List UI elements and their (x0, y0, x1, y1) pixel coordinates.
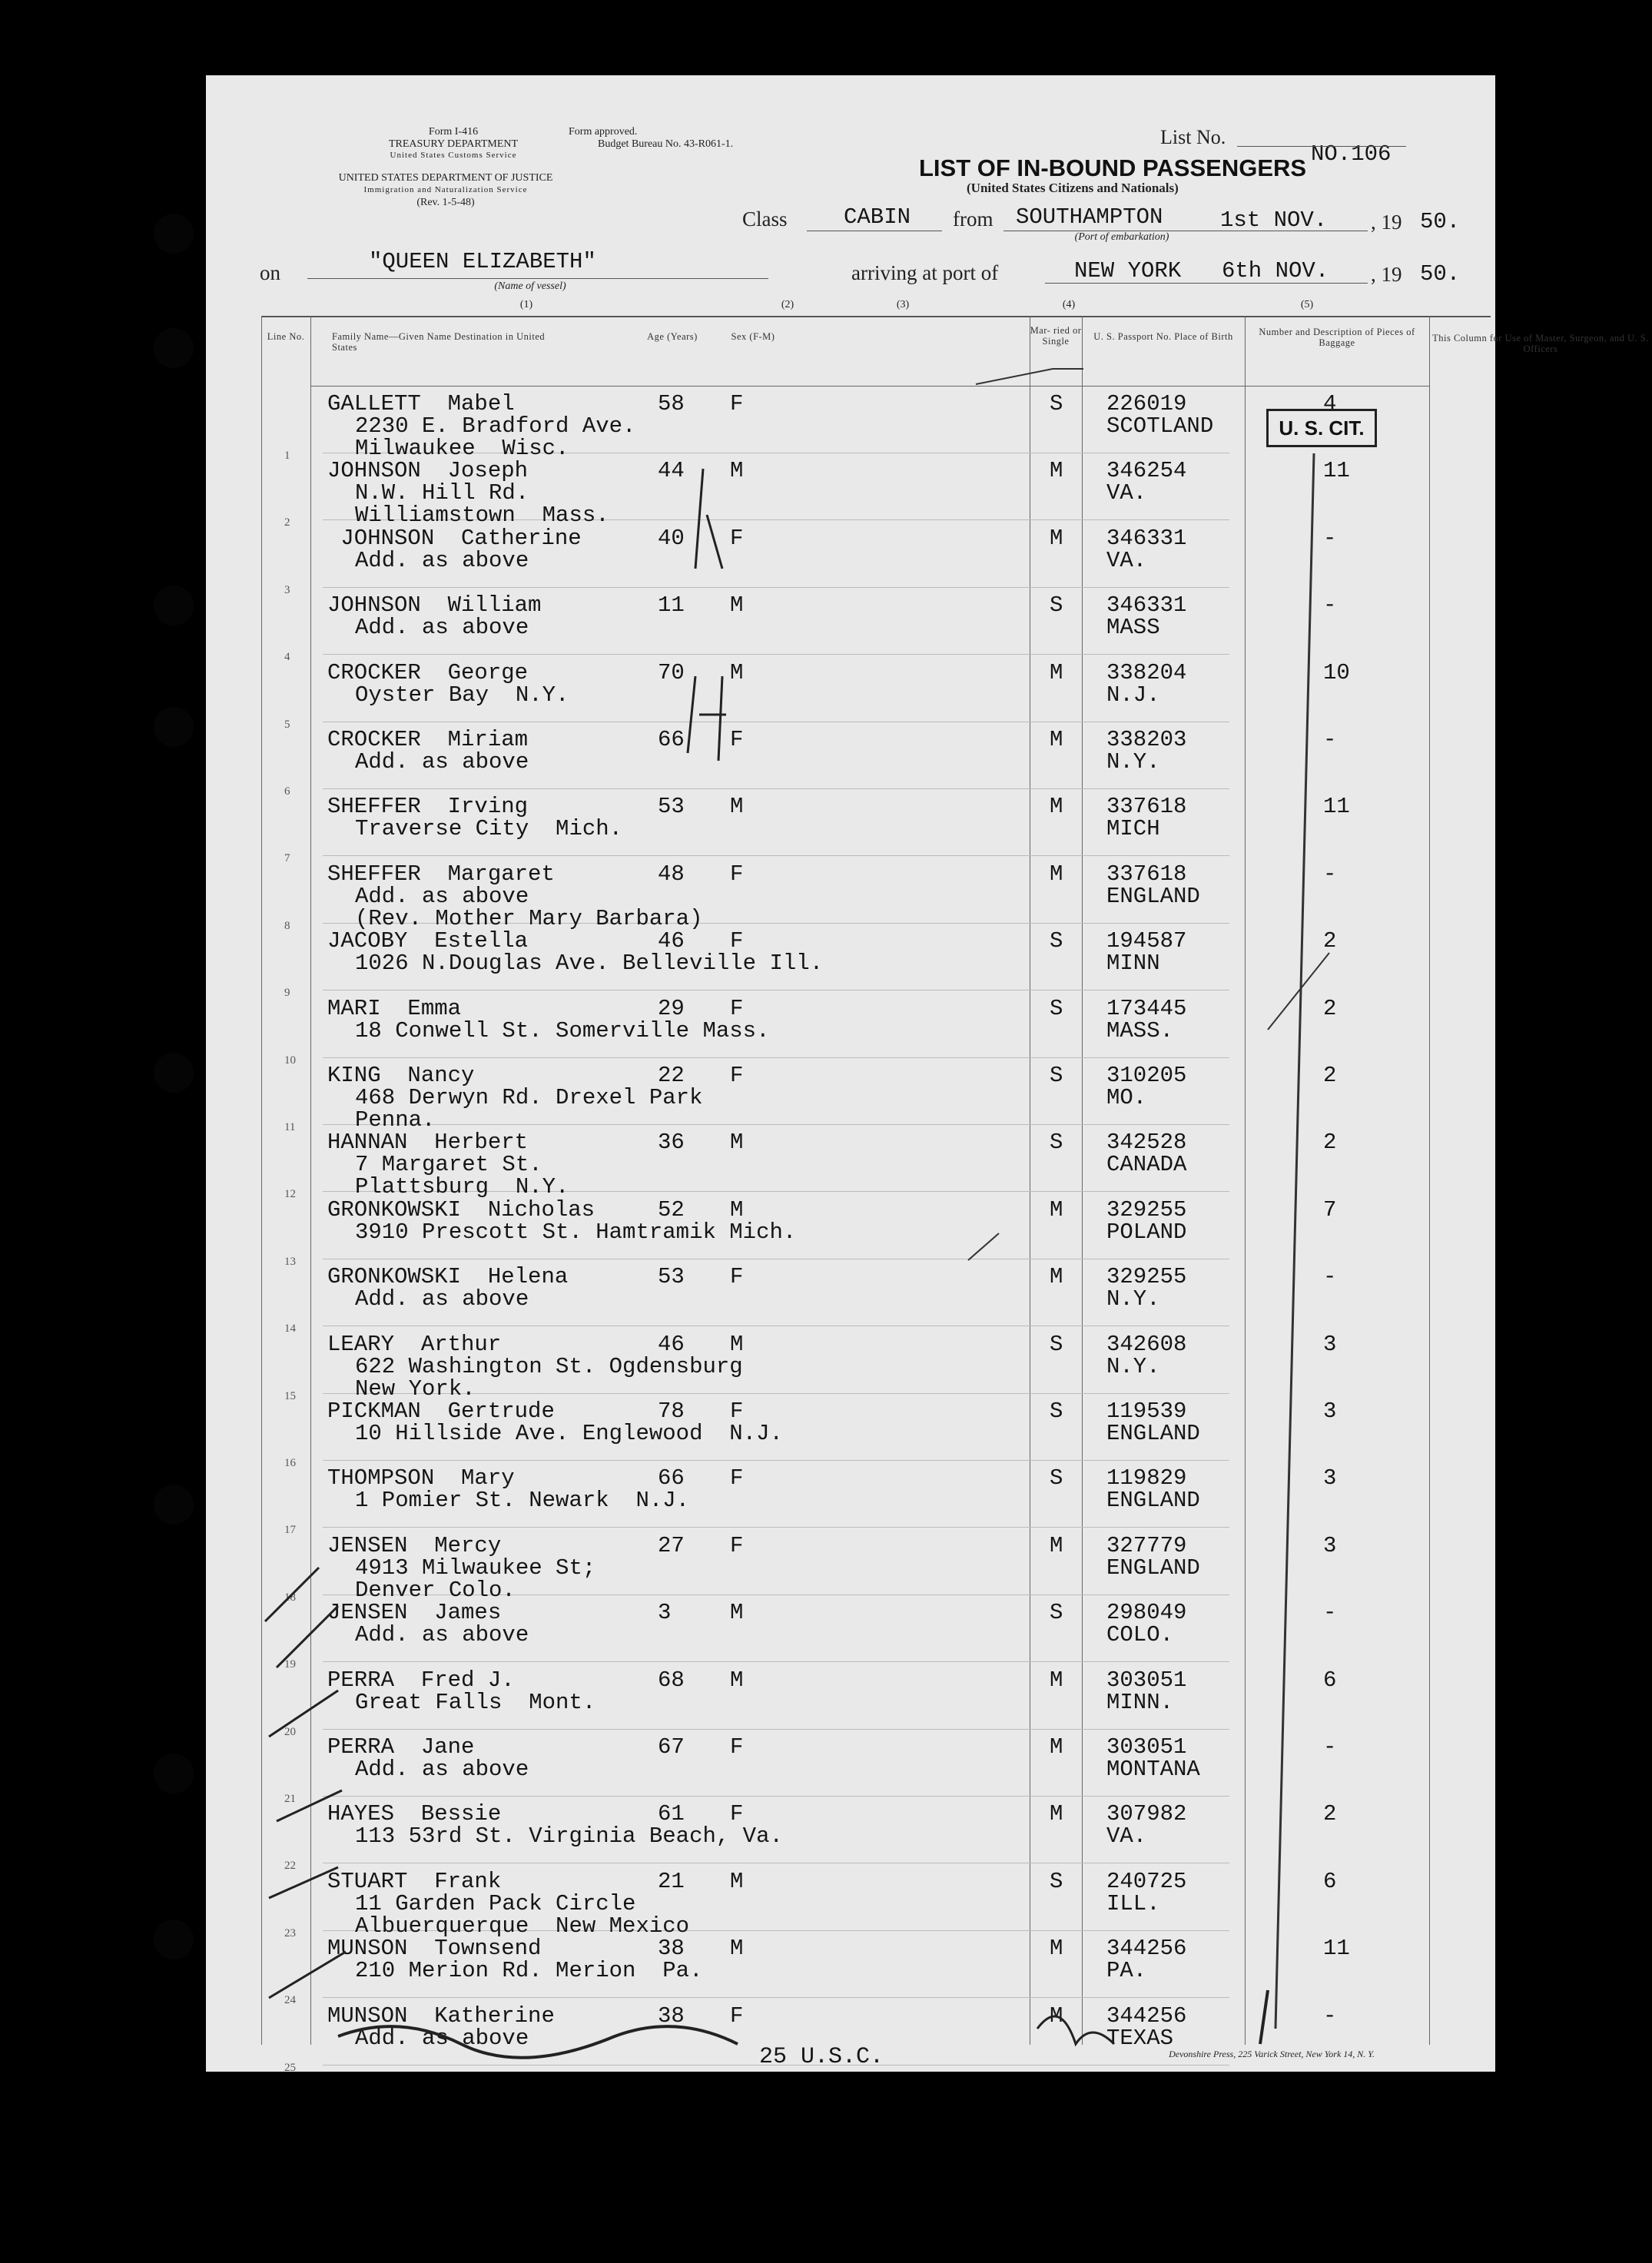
line-number: 25 (284, 2061, 296, 2074)
line-number: 17 (284, 1524, 296, 1537)
ins-service: Immigration and Naturalization Service (363, 185, 528, 194)
passport-number: 327779 (1106, 1532, 1187, 1558)
passenger-name: PERRA Jane (327, 1734, 475, 1760)
marital-status-cell: M (1050, 2003, 1063, 2029)
header-baggage: Number and Description of Pieces of Baggage (1259, 327, 1415, 348)
line-number: 13 (284, 1255, 296, 1268)
marital-status-cell: S (1050, 592, 1063, 619)
destination-line-2: Williamstown Mass. (355, 503, 609, 529)
age-cell: 68 (658, 1667, 685, 1693)
embarkation-port: SOUTHAMPTON (1016, 204, 1163, 230)
passenger-name: STUART Frank (327, 1868, 502, 1894)
passenger-name: CROCKER George (327, 659, 529, 685)
passenger-name: JENSEN James (327, 1600, 502, 1626)
place-of-birth: VA. (1106, 1823, 1147, 1850)
sex-cell: F (730, 928, 744, 954)
arriving-label: arriving at port of (851, 261, 999, 284)
destination-line-1: Add. as above (355, 2025, 529, 2051)
sex-cell: F (730, 1465, 744, 1492)
age-cell: 53 (658, 1264, 685, 1290)
destination-line-2: Penna. (355, 1107, 436, 1133)
passenger-name: MUNSON Katherine (327, 2003, 555, 2029)
justice-dept: UNITED STATES DEPARTMENT OF JUSTICE (338, 172, 553, 184)
header-married-single: Mar- ried or Single (1030, 325, 1082, 347)
header-sex: Sex (F-M) (731, 331, 775, 342)
age-cell: 70 (658, 659, 685, 685)
marital-status-cell: M (1050, 1801, 1063, 1827)
passenger-name: SHEFFER Margaret (327, 861, 555, 887)
sex-cell: M (730, 1130, 744, 1156)
destination-line-1: 7 Margaret St. (355, 1152, 542, 1178)
passport-number: 329255 (1106, 1264, 1187, 1290)
passenger-name: KING Nancy (327, 1063, 475, 1088)
baggage-count: 3 (1323, 1399, 1337, 1424)
line-number: 6 (284, 785, 290, 798)
place-of-birth: MINN (1106, 951, 1160, 977)
marital-status-cell: S (1050, 1399, 1063, 1424)
baggage-count: - (1323, 2003, 1337, 2029)
class-value: CABIN (844, 204, 911, 230)
column-number-2: (2) (781, 299, 794, 310)
line-number: 12 (284, 1188, 296, 1201)
line-number: 11 (284, 1121, 296, 1133)
line-number: 9 (284, 987, 290, 1000)
embarkation-date: 1st NOV. (1220, 207, 1328, 233)
baggage-count: 2 (1323, 1130, 1337, 1156)
baggage-count: 4 (1323, 391, 1337, 416)
place-of-birth: COLO. (1106, 1622, 1174, 1648)
vessel-name: "QUEEN ELIZABETH" (369, 249, 596, 274)
form-approved: Form approved. (569, 126, 638, 138)
place-of-birth: ENGLAND (1106, 1421, 1200, 1446)
year-prefix: , 19 (1371, 211, 1402, 234)
destination-line-1: 1026 N.Douglas Ave. Belleville Ill. (355, 951, 824, 977)
place-of-birth: N.Y. (1106, 1286, 1160, 1312)
marital-status-cell: M (1050, 525, 1063, 551)
sex-cell: M (730, 794, 744, 820)
passport-number: 307982 (1106, 1801, 1187, 1827)
customs-service: United States Customs Service (390, 151, 517, 160)
passenger-name: JACOBY Estella (327, 928, 529, 954)
age-cell: 3 (658, 1600, 672, 1626)
passport-number: 342608 (1106, 1331, 1187, 1357)
passenger-name: JOHNSON Catherine (327, 525, 582, 551)
age-cell: 29 (658, 995, 685, 1021)
age-cell: 44 (658, 458, 685, 484)
place-of-birth: MICH (1106, 816, 1160, 842)
baggage-count: 2 (1323, 995, 1337, 1021)
passport-number: 194587 (1106, 928, 1187, 954)
passenger-name: JOHNSON Joseph (327, 458, 529, 484)
destination-line-2: New York. (355, 1375, 476, 1402)
destination-line-1: 10 Hillside Ave. Englewood N.J. (355, 1421, 783, 1446)
marital-status-cell: M (1050, 1264, 1063, 1290)
passport-number: 338204 (1106, 659, 1187, 685)
passport-number: 226019 (1106, 391, 1187, 416)
header-passport-birth: U. S. Passport No. Place of Birth (1093, 331, 1233, 342)
age-cell: 48 (658, 861, 685, 887)
place-of-birth: N.Y. (1106, 1353, 1160, 1379)
passport-number: 338203 (1106, 727, 1187, 752)
sex-cell: F (730, 1532, 744, 1558)
place-of-birth: MASS. (1106, 1017, 1174, 1044)
on-label: on (260, 261, 280, 284)
place-of-birth: MO. (1106, 1085, 1147, 1110)
age-cell: 58 (658, 391, 685, 416)
line-number: 14 (284, 1322, 296, 1336)
destination-line-1: Add. as above (355, 547, 529, 573)
destination-line-2: Plattsburg N.Y. (355, 1174, 569, 1200)
passport-number: 119829 (1106, 1465, 1187, 1492)
place-of-birth: SCOTLAND (1106, 413, 1214, 439)
age-cell: 27 (658, 1532, 685, 1558)
baggage-count: 3 (1323, 1465, 1337, 1492)
sex-cell: M (730, 1936, 744, 1962)
place-of-birth: ENGLAND (1106, 1555, 1200, 1581)
sex-cell: M (730, 1667, 744, 1693)
age-cell: 52 (658, 1196, 685, 1223)
place-of-birth: N.J. (1106, 682, 1160, 708)
baggage-count: 3 (1323, 1331, 1337, 1357)
destination-line-1: Add. as above (355, 615, 529, 641)
marital-status-cell: M (1050, 1936, 1063, 1962)
passenger-name: HANNAN Herbert (327, 1130, 529, 1156)
printer-credit: Devonshire Press, 225 Varick Street, New York 14, N. Y. (1169, 2049, 1375, 2059)
sex-cell: F (730, 1801, 744, 1827)
passenger-name: MARI Emma (327, 995, 462, 1021)
marital-status-cell: S (1050, 1600, 1063, 1626)
destination-line-1: 1 Pomier St. Newark N.J. (355, 1488, 690, 1514)
class-label: Class (742, 207, 788, 231)
destination-line-1: Add. as above (355, 749, 529, 775)
list-no-label: List No. (1160, 126, 1226, 148)
place-of-birth: ENGLAND (1106, 1488, 1200, 1514)
sex-cell: M (730, 592, 744, 619)
baggage-count: 11 (1323, 794, 1350, 820)
footer-usc: 25 U.S.C. (759, 2044, 884, 2070)
place-of-birth: VA. (1106, 480, 1147, 506)
age-cell: 67 (658, 1734, 685, 1760)
marital-status-cell: M (1050, 1667, 1063, 1693)
sex-cell: F (730, 995, 744, 1021)
passport-number: 298049 (1106, 1600, 1187, 1626)
destination-line-1: 4913 Milwaukee St; (355, 1555, 596, 1581)
baggage-count: - (1323, 727, 1337, 752)
sex-cell: M (730, 1196, 744, 1223)
passport-number: 337618 (1106, 861, 1187, 887)
line-number: 10 (284, 1054, 296, 1067)
destination-line-1: 468 Derwyn Rd. Drexel Park (355, 1085, 703, 1110)
destination-line-1: 113 53rd St. Virginia Beach, Va. (355, 1823, 783, 1850)
age-cell: 21 (658, 1868, 685, 1894)
age-cell: 66 (658, 1465, 685, 1492)
line-number: 23 (284, 1926, 296, 1939)
line-number: 15 (284, 1389, 296, 1402)
form-number: Form I-416 (428, 126, 479, 138)
line-number: 24 (284, 1994, 296, 2007)
destination-line-1: Add. as above (355, 883, 529, 909)
treasury-dept: TREASURY DEPARTMENT (388, 138, 519, 150)
baggage-count: - (1323, 592, 1337, 619)
passenger-name: GRONKOWSKI Nicholas (327, 1196, 595, 1223)
passenger-name: SHEFFER Irving (327, 794, 529, 820)
passport-number: 344256 (1106, 2003, 1187, 2029)
destination-line-2: Denver Colo. (355, 1577, 516, 1603)
line-number: 16 (284, 1457, 296, 1469)
line-number: 5 (284, 718, 290, 731)
passport-number: 329255 (1106, 1196, 1187, 1223)
header-age: Age (Years) (647, 331, 698, 342)
destination-line-1: Oyster Bay N.Y. (355, 682, 569, 708)
age-cell: 66 (658, 727, 685, 752)
place-of-birth: N.Y. (1106, 749, 1160, 775)
destination-line-1: 11 Garden Pack Circle (355, 1890, 636, 1916)
page-title: LIST OF IN-BOUND PASSENGERS (919, 154, 1307, 181)
arrival-year: 50. (1420, 261, 1461, 287)
sex-cell: F (730, 727, 744, 752)
column-number-5: (5) (1300, 299, 1314, 310)
place-of-birth: MINN. (1106, 1689, 1174, 1715)
sex-cell: F (730, 861, 744, 887)
age-cell: 61 (658, 1801, 685, 1827)
passenger-name: PERRA Fred J. (327, 1667, 515, 1693)
destination-line-1: Add. as above (355, 1757, 529, 1782)
line-number: 19 (284, 1658, 296, 1671)
destination-line-2: Albuerquerque New Mexico (355, 1913, 690, 1939)
passenger-name: JENSEN Mercy (327, 1532, 502, 1558)
baggage-count: 2 (1323, 1801, 1337, 1827)
sex-cell: M (730, 458, 744, 484)
destination-line-1: 18 Conwell St. Somerville Mass. (355, 1017, 770, 1044)
header-officers-column: This Column for Use of Master, Surgeon, and U. S. Officers (1432, 333, 1649, 354)
sex-cell: F (730, 1063, 744, 1088)
embarkation-caption: (Port of embarkation) (1074, 231, 1169, 243)
sex-cell: M (730, 1868, 744, 1894)
marital-status-cell: S (1050, 1331, 1063, 1357)
destination-line-1: Traverse City Mich. (355, 816, 623, 842)
destination-line-1: Add. as above (355, 1286, 529, 1312)
passport-number: 303051 (1106, 1667, 1187, 1693)
destination-line-1: 3910 Prescott St. Hamtramik Mich. (355, 1219, 797, 1245)
arrival-date: 6th NOV. (1222, 258, 1329, 284)
baggage-count: - (1323, 525, 1337, 551)
line-number: 8 (284, 919, 290, 932)
passport-number: 240725 (1106, 1868, 1187, 1894)
passenger-name: GRONKOWSKI Helena (327, 1264, 569, 1290)
marital-status-cell: M (1050, 1734, 1063, 1760)
place-of-birth: PA. (1106, 1958, 1147, 1984)
age-cell: 38 (658, 2003, 685, 2029)
place-of-birth: VA. (1106, 547, 1147, 573)
age-cell: 11 (658, 592, 685, 619)
sex-cell: F (730, 525, 744, 551)
marital-status-cell: S (1050, 1465, 1063, 1492)
list-no-value: NO.106 (1311, 141, 1392, 167)
sex-cell: F (730, 391, 744, 416)
marital-status-cell: M (1050, 458, 1063, 484)
marital-status-cell: S (1050, 1063, 1063, 1088)
passenger-name: MUNSON Townsend (327, 1936, 542, 1962)
baggage-count: 2 (1323, 928, 1337, 954)
passenger-name: GALLETT Mabel (327, 391, 515, 416)
page-subtitle: (United States Citizens and Nationals) (967, 181, 1179, 195)
baggage-count: - (1323, 1600, 1337, 1626)
place-of-birth: MASS (1106, 615, 1160, 641)
age-cell: 46 (658, 1331, 685, 1357)
passport-number: 310205 (1106, 1063, 1187, 1088)
destination-line-1: N.W. Hill Rd. (355, 480, 529, 506)
destination-line-1: 210 Merion Rd. Merion Pa. (355, 1958, 703, 1984)
passenger-name: THOMPSON Mary (327, 1465, 515, 1492)
destination-line-2: (Rev. Mother Mary Barbara) (355, 905, 703, 931)
marital-status-cell: M (1050, 659, 1063, 685)
place-of-birth: ILL. (1106, 1890, 1160, 1916)
place-of-birth: MONTANA (1106, 1757, 1200, 1782)
embarkation-year: 50. (1420, 209, 1461, 234)
form-revision: (Rev. 1-5-48) (416, 197, 475, 208)
baggage-count: 11 (1323, 458, 1350, 484)
passenger-name: JOHNSON William (327, 592, 542, 619)
passport-number: 346254 (1106, 458, 1187, 484)
baggage-count: 11 (1323, 1936, 1350, 1962)
passport-number: 342528 (1106, 1130, 1187, 1156)
column-number-3: (3) (896, 299, 910, 310)
passport-number: 303051 (1106, 1734, 1187, 1760)
passenger-name: PICKMAN Gertrude (327, 1399, 555, 1424)
place-of-birth: POLAND (1106, 1219, 1187, 1245)
sex-cell: M (730, 1600, 744, 1626)
arrival-year-prefix: , 19 (1371, 263, 1402, 286)
vessel-caption: (Name of vessel) (494, 280, 566, 292)
line-number: 22 (284, 1860, 296, 1873)
us-citizen-stamp: U. S. CIT. (1266, 409, 1377, 447)
arrival-port: NEW YORK (1074, 258, 1182, 284)
age-cell: 78 (658, 1399, 685, 1424)
passport-number: 346331 (1106, 592, 1187, 619)
baggage-count: 6 (1323, 1868, 1337, 1894)
column-number-1: (1) (519, 299, 533, 310)
baggage-count: 2 (1323, 1063, 1337, 1088)
baggage-count: - (1323, 1264, 1337, 1290)
age-cell: 40 (658, 525, 685, 551)
marital-status-cell: S (1050, 1868, 1063, 1894)
marital-status-cell: M (1050, 1532, 1063, 1558)
place-of-birth: CANADA (1106, 1152, 1187, 1178)
line-number: 2 (284, 516, 290, 529)
sex-cell: F (730, 1399, 744, 1424)
sex-cell: F (730, 1734, 744, 1760)
sex-cell: F (730, 1264, 744, 1290)
age-cell: 53 (658, 794, 685, 820)
baggage-count: 7 (1323, 1196, 1337, 1223)
line-number: 20 (284, 1725, 296, 1738)
header-name-destination: Family Name—Given Name Destination in United States (332, 331, 546, 353)
age-cell: 46 (658, 928, 685, 954)
column-number-4: (4) (1062, 299, 1076, 310)
line-number: 7 (284, 852, 290, 865)
marital-status-cell: M (1050, 727, 1063, 752)
baggage-count: - (1323, 861, 1337, 887)
marital-status-cell: S (1050, 1130, 1063, 1156)
line-number: 3 (284, 583, 290, 596)
baggage-count: - (1323, 1734, 1337, 1760)
passport-number: 346331 (1106, 525, 1187, 551)
baggage-count: 10 (1323, 659, 1350, 685)
sex-cell: M (730, 659, 744, 685)
place-of-birth: TEXAS (1106, 2025, 1174, 2051)
age-cell: 22 (658, 1063, 685, 1088)
passport-number: 173445 (1106, 995, 1187, 1021)
destination-line-1: Great Falls Mont. (355, 1689, 596, 1715)
destination-line-2: Milwaukee Wisc. (355, 436, 569, 461)
marital-status-cell: M (1050, 861, 1063, 887)
passenger-name: CROCKER Miriam (327, 727, 529, 752)
marital-status-cell: S (1050, 995, 1063, 1021)
marital-status-cell: M (1050, 1196, 1063, 1223)
sex-cell: M (730, 1331, 744, 1357)
age-cell: 38 (658, 1936, 685, 1962)
line-number: 1 (284, 450, 290, 462)
header-line-no: Line No. (267, 331, 305, 342)
marital-status-cell: S (1050, 391, 1063, 416)
passport-number: 337618 (1106, 794, 1187, 820)
destination-line-1: Add. as above (355, 1622, 529, 1648)
line-number: 18 (284, 1591, 296, 1604)
passport-number: 344256 (1106, 1936, 1187, 1962)
baggage-count: 6 (1323, 1667, 1337, 1693)
line-number: 4 (284, 651, 290, 664)
destination-line-1: 622 Washington St. Ogdensburg (355, 1353, 743, 1379)
from-label: from (953, 207, 994, 231)
passenger-name: LEARY Arthur (327, 1331, 502, 1357)
marital-status-cell: M (1050, 794, 1063, 820)
age-cell: 36 (658, 1130, 685, 1156)
line-number: 21 (284, 1793, 296, 1805)
destination-line-1: 2230 E. Bradford Ave. (355, 413, 636, 439)
passenger-name: HAYES Bessie (327, 1801, 502, 1827)
marital-status-cell: S (1050, 928, 1063, 954)
budget-bureau: Budget Bureau No. 43-R061-1. (598, 138, 734, 150)
passport-number: 119539 (1106, 1399, 1187, 1424)
baggage-count: 3 (1323, 1532, 1337, 1558)
sex-cell: F (730, 2003, 744, 2029)
place-of-birth: ENGLAND (1106, 883, 1200, 909)
